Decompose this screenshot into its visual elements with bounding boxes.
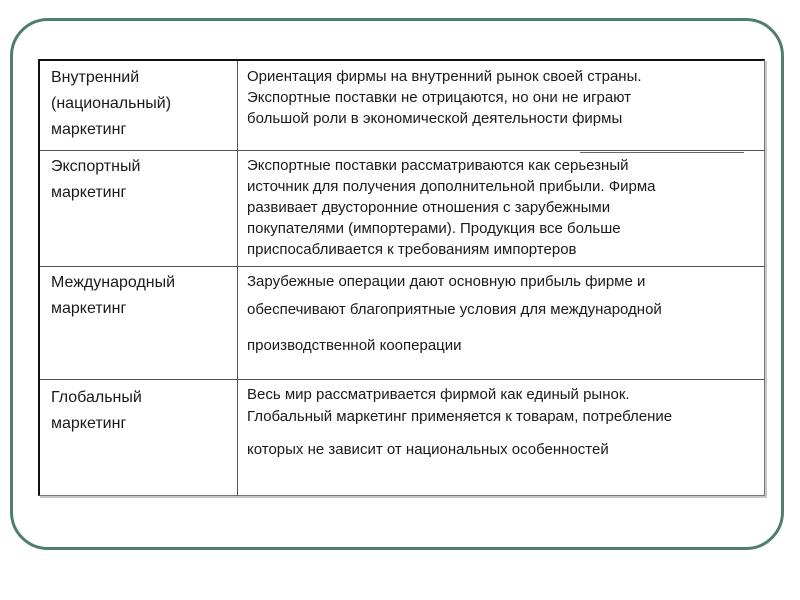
desc-line: Ориентация фирмы на внутренний рынок своей страны.	[247, 68, 642, 85]
term-line: (национальный)	[51, 95, 172, 112]
term-global-marketing	[51, 385, 231, 437]
term-international-marketing	[51, 270, 231, 322]
term-line: маркетинг	[51, 121, 127, 138]
term-line: маркетинг	[51, 415, 127, 432]
desc-line: развивает двусторонние отношения с зарубежными	[247, 199, 611, 216]
desc-global-marketing	[247, 384, 759, 464]
term-line: Внутренний	[51, 69, 140, 86]
row-divider	[40, 266, 765, 267]
term-line: Глобальный	[51, 389, 142, 406]
term-line: Международный	[51, 274, 176, 291]
term-line: Экспортный	[51, 158, 141, 175]
desc-international-marketing	[247, 268, 759, 360]
desc-line: Зарубежные операции дают основную прибыль фирме и	[247, 273, 646, 290]
desc-line: Экспортные поставки рассматриваются как серьезный	[247, 157, 629, 174]
desc-line: большой роли в экономической деятельности фирмы	[247, 110, 623, 127]
term-domestic-marketing	[51, 65, 231, 143]
term-line: маркетинг	[51, 300, 127, 317]
desc-export-marketing	[247, 155, 759, 260]
decorative-stroke	[580, 152, 744, 153]
desc-line: Весь мир рассматривается фирмой как единый рынок.	[247, 386, 630, 403]
desc-line: источник для получения дополнительной прибыли. Фирма	[247, 178, 656, 195]
desc-line: которых не зависит от национальных особенностей	[247, 441, 609, 458]
row-divider	[40, 150, 765, 151]
desc-line: приспосабливается к требованиям импортеров	[247, 241, 577, 258]
desc-domestic-marketing	[247, 66, 759, 129]
term-line: маркетинг	[51, 184, 127, 201]
desc-line: Глобальный маркетинг применяется к товарам, потребление	[247, 408, 673, 425]
desc-line: Экспортные поставки не отрицаются, но они не играют	[247, 89, 632, 106]
term-export-marketing	[51, 154, 231, 206]
column-divider	[237, 61, 238, 496]
desc-line: покупателями (импортерами). Продукция все больше	[247, 220, 621, 237]
row-divider	[40, 379, 765, 380]
marketing-types-table	[38, 59, 765, 496]
desc-line: производственной кооперации	[247, 337, 462, 354]
desc-line: обеспечивают благоприятные условия для международной	[247, 301, 662, 318]
